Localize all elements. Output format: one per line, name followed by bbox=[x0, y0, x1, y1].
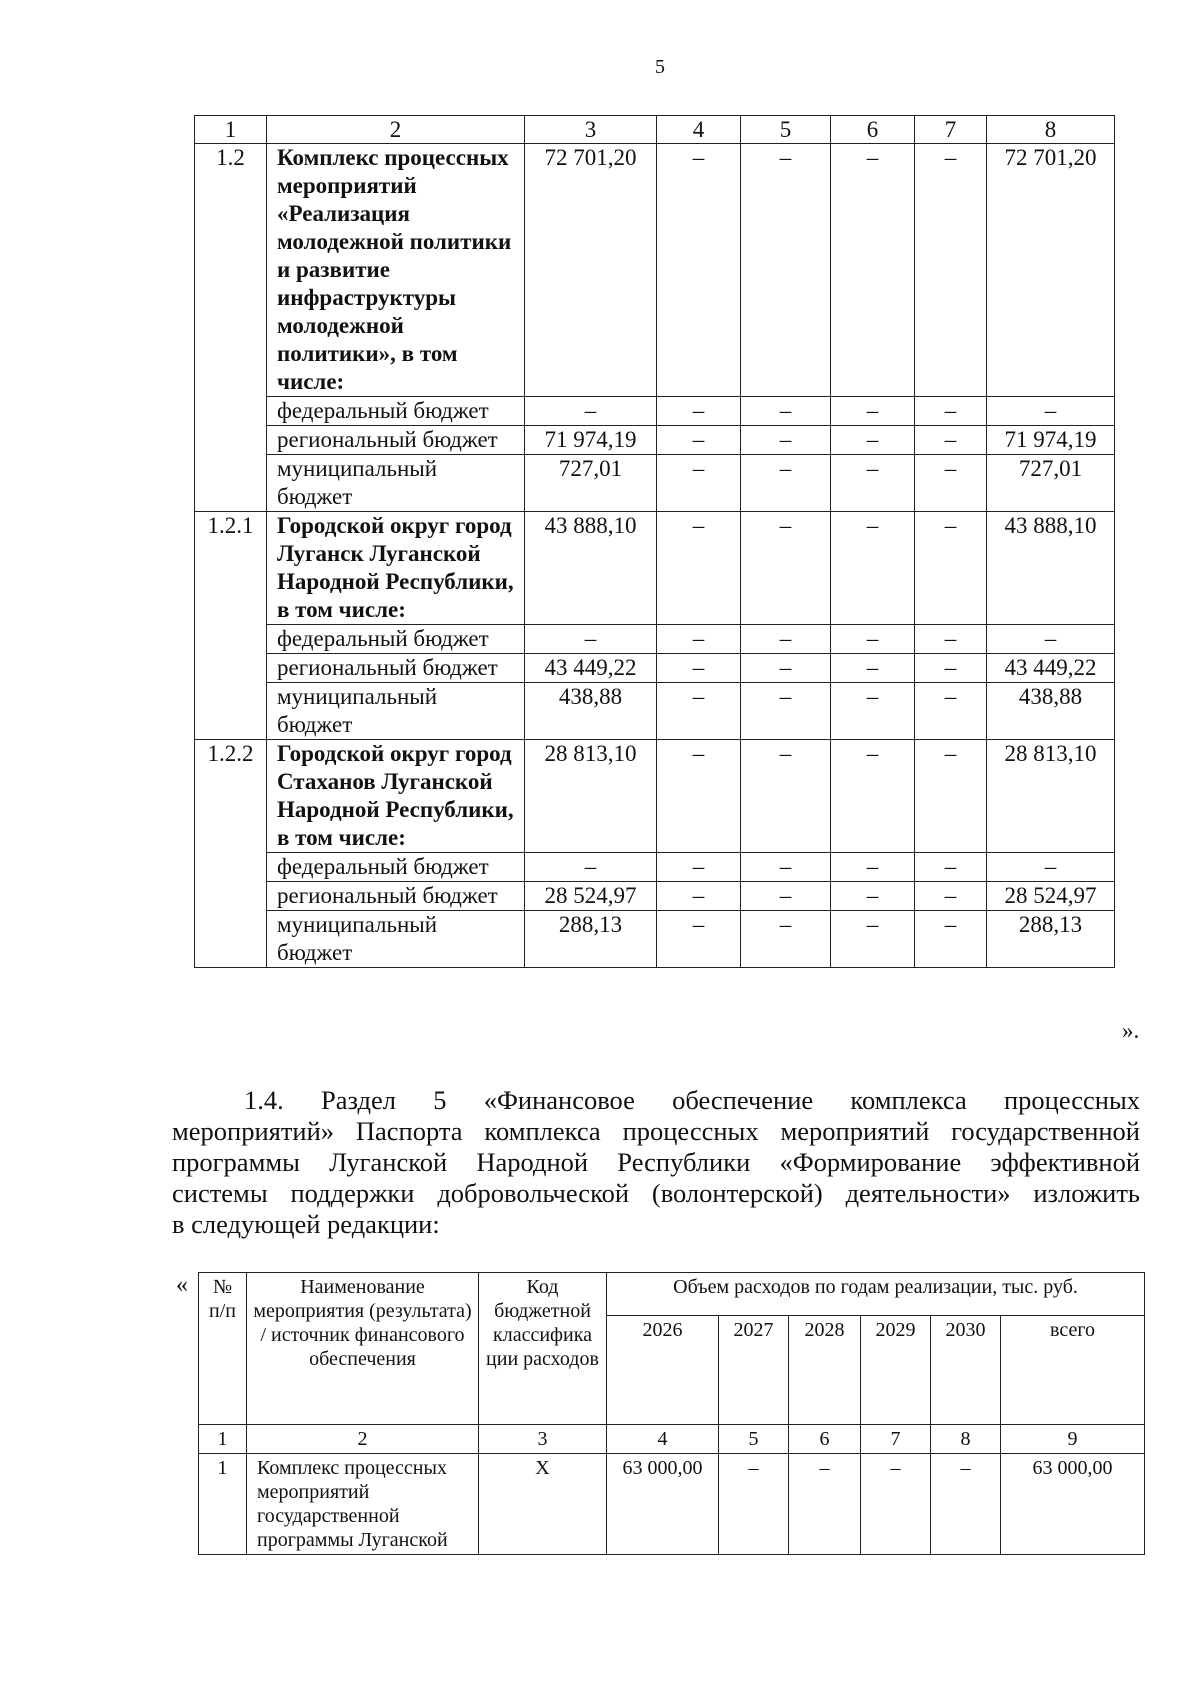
paragraph-line: 1.4. Раздел 5 «Финансовое обеспечение комплекса процессных bbox=[244, 1085, 1140, 1115]
value-cell: – bbox=[657, 654, 741, 683]
closing-quote-mark: ». bbox=[1122, 1018, 1140, 1043]
header-total: всего bbox=[1001, 1316, 1145, 1425]
header-num: № п/п bbox=[199, 1273, 247, 1425]
value-cell: – bbox=[831, 740, 915, 853]
header-year: 2028 bbox=[789, 1316, 861, 1425]
value-cell: – bbox=[741, 654, 831, 683]
value-cell: – bbox=[915, 683, 987, 740]
budget-code: Х bbox=[479, 1454, 607, 1555]
column-number: 3 bbox=[525, 116, 657, 144]
table-row bbox=[195, 683, 1115, 740]
column-number: 5 bbox=[741, 116, 831, 144]
value-cell: – bbox=[789, 1454, 861, 1555]
table-row bbox=[195, 397, 1115, 426]
value-cell: – bbox=[657, 512, 741, 625]
value-cell: – bbox=[741, 426, 831, 455]
column-number: 1 bbox=[199, 1425, 247, 1454]
item-name: Комплекс процессных мероприятий «Реализация молодежной политики и развитие инфраструктуры молодежной политики», в том числе: bbox=[267, 144, 525, 397]
value-cell: – bbox=[831, 144, 915, 397]
value-cell: – bbox=[525, 853, 657, 882]
value-cell: – bbox=[831, 882, 915, 911]
value-cell: 72 701,20 bbox=[525, 144, 657, 397]
table-row bbox=[195, 455, 1115, 512]
value-cell: – bbox=[741, 397, 831, 426]
header-year: 2029 bbox=[861, 1316, 931, 1425]
value-cell: 28 524,97 bbox=[525, 882, 657, 911]
value-cell: – bbox=[741, 882, 831, 911]
header-year: 2030 bbox=[931, 1316, 1001, 1425]
value-cell: 727,01 bbox=[525, 455, 657, 512]
value-cell: – bbox=[931, 1454, 1001, 1555]
row-number: 1 bbox=[199, 1454, 247, 1555]
column-number: 6 bbox=[789, 1425, 861, 1454]
column-number: 4 bbox=[657, 116, 741, 144]
value-cell: – bbox=[987, 625, 1115, 654]
value-cell: 71 974,19 bbox=[525, 426, 657, 455]
source-name: региональный бюджет bbox=[267, 654, 525, 683]
value-cell: – bbox=[915, 882, 987, 911]
table-row bbox=[195, 882, 1115, 911]
value-cell: – bbox=[741, 853, 831, 882]
header-year: 2027 bbox=[719, 1316, 789, 1425]
amendment-paragraph bbox=[172, 1085, 1140, 1240]
value-cell: – bbox=[657, 853, 741, 882]
column-number: 5 bbox=[719, 1425, 789, 1454]
column-number: 7 bbox=[861, 1425, 931, 1454]
funding-table-1 bbox=[194, 115, 1115, 968]
value-cell: – bbox=[741, 625, 831, 654]
opening-quote-mark: « bbox=[176, 1272, 188, 1298]
column-number: 9 bbox=[1001, 1425, 1145, 1454]
value-cell: 288,13 bbox=[987, 911, 1115, 968]
value-cell: 63 000,00 bbox=[607, 1454, 719, 1555]
value-cell: – bbox=[831, 426, 915, 455]
value-cell: – bbox=[719, 1454, 789, 1555]
value-cell: – bbox=[831, 455, 915, 512]
paragraph-line: системы поддержки добровольческой (волонтерской) деятельности» изложить bbox=[172, 1178, 1140, 1208]
funding-table-2 bbox=[198, 1272, 1145, 1555]
value-cell: – bbox=[915, 426, 987, 455]
table-row bbox=[195, 853, 1115, 882]
item-name: Городской округ город Стаханов Луганской Народной Республики, в том числе: bbox=[267, 740, 525, 853]
value-cell: 28 813,10 bbox=[987, 740, 1115, 853]
value-cell: – bbox=[915, 740, 987, 853]
row-number: 1.2.2 bbox=[195, 740, 267, 968]
value-cell: – bbox=[657, 144, 741, 397]
value-cell: – bbox=[915, 654, 987, 683]
table-row bbox=[195, 625, 1115, 654]
table-row bbox=[199, 1454, 1145, 1555]
item-name: Комплекс процессных мероприятий государственной программы Луганской bbox=[247, 1454, 479, 1555]
source-name: федеральный бюджет bbox=[267, 853, 525, 882]
paragraph-line: в следующей редакции: bbox=[172, 1209, 440, 1239]
row-number: 1.2 bbox=[195, 144, 267, 512]
value-cell: – bbox=[915, 144, 987, 397]
value-cell: – bbox=[915, 625, 987, 654]
value-cell: – bbox=[987, 853, 1115, 882]
value-cell: 727,01 bbox=[987, 455, 1115, 512]
value-cell: – bbox=[741, 683, 831, 740]
value-cell: – bbox=[741, 911, 831, 968]
page-number: 5 bbox=[655, 56, 665, 78]
value-cell: 43 449,22 bbox=[987, 654, 1115, 683]
header-year: 2026 bbox=[607, 1316, 719, 1425]
column-number: 6 bbox=[831, 116, 915, 144]
value-cell: – bbox=[831, 911, 915, 968]
source-name: региональный бюджет bbox=[267, 426, 525, 455]
value-cell: – bbox=[915, 911, 987, 968]
source-name: муниципальный бюджет bbox=[267, 683, 525, 740]
value-cell: – bbox=[657, 683, 741, 740]
value-cell: 63 000,00 bbox=[1001, 1454, 1145, 1555]
value-cell: 28 524,97 bbox=[987, 882, 1115, 911]
row-number: 1.2.1 bbox=[195, 512, 267, 740]
column-number: 3 bbox=[479, 1425, 607, 1454]
value-cell: – bbox=[657, 625, 741, 654]
source-name: федеральный бюджет bbox=[267, 625, 525, 654]
table-row bbox=[195, 654, 1115, 683]
value-cell: – bbox=[657, 455, 741, 512]
value-cell: – bbox=[831, 853, 915, 882]
value-cell: – bbox=[741, 512, 831, 625]
source-name: региональный бюджет bbox=[267, 882, 525, 911]
value-cell: – bbox=[987, 397, 1115, 426]
table-row bbox=[195, 911, 1115, 968]
value-cell: – bbox=[741, 144, 831, 397]
value-cell: 438,88 bbox=[525, 683, 657, 740]
value-cell: – bbox=[831, 654, 915, 683]
column-number: 8 bbox=[931, 1425, 1001, 1454]
source-name: муниципальный бюджет bbox=[267, 455, 525, 512]
value-cell: – bbox=[831, 512, 915, 625]
value-cell: 71 974,19 bbox=[987, 426, 1115, 455]
value-cell: – bbox=[915, 512, 987, 625]
column-number: 1 bbox=[195, 116, 267, 144]
value-cell: – bbox=[831, 683, 915, 740]
paragraph-line: мероприятий» Паспорта комплекса процессных мероприятий государственной bbox=[172, 1116, 1140, 1146]
value-cell: 43 449,22 bbox=[525, 654, 657, 683]
column-number: 2 bbox=[247, 1425, 479, 1454]
header-code: Код бюджетной классифика ции расходов bbox=[479, 1273, 607, 1425]
column-number: 8 bbox=[987, 116, 1115, 144]
value-cell: – bbox=[525, 397, 657, 426]
value-cell: – bbox=[657, 426, 741, 455]
paragraph-line: программы Луганской Народной Республики «Формирование эффективной bbox=[172, 1147, 1140, 1177]
table-header-row bbox=[199, 1273, 1145, 1316]
value-cell: – bbox=[657, 740, 741, 853]
value-cell: – bbox=[741, 740, 831, 853]
value-cell: 43 888,10 bbox=[525, 512, 657, 625]
value-cell: 438,88 bbox=[987, 683, 1115, 740]
item-name: Городской округ город Луганск Луганской Народной Республики, в том числе: bbox=[267, 512, 525, 625]
value-cell: – bbox=[657, 911, 741, 968]
header-name: Наименование мероприятия (результата) / источник финансового обеспечения bbox=[247, 1273, 479, 1425]
value-cell: 288,13 bbox=[525, 911, 657, 968]
value-cell: – bbox=[831, 397, 915, 426]
column-number: 7 bbox=[915, 116, 987, 144]
column-number-row bbox=[195, 116, 1115, 144]
column-number: 4 bbox=[607, 1425, 719, 1454]
value-cell: – bbox=[657, 397, 741, 426]
table-row bbox=[195, 512, 1115, 625]
value-cell: 43 888,10 bbox=[987, 512, 1115, 625]
value-cell: – bbox=[915, 397, 987, 426]
source-name: федеральный бюджет bbox=[267, 397, 525, 426]
value-cell: – bbox=[831, 625, 915, 654]
header-volume: Объем расходов по годам реализации, тыс. руб. bbox=[607, 1273, 1145, 1316]
source-name: муниципальный бюджет bbox=[267, 911, 525, 968]
value-cell: – bbox=[741, 455, 831, 512]
value-cell: – bbox=[861, 1454, 931, 1555]
column-number: 2 bbox=[267, 116, 525, 144]
value-cell: 28 813,10 bbox=[525, 740, 657, 853]
value-cell: – bbox=[525, 625, 657, 654]
column-number-row bbox=[199, 1425, 1145, 1454]
table-row bbox=[195, 740, 1115, 853]
value-cell: 72 701,20 bbox=[987, 144, 1115, 397]
table-row bbox=[195, 144, 1115, 397]
table-row bbox=[195, 426, 1115, 455]
value-cell: – bbox=[915, 455, 987, 512]
value-cell: – bbox=[915, 853, 987, 882]
value-cell: – bbox=[657, 882, 741, 911]
